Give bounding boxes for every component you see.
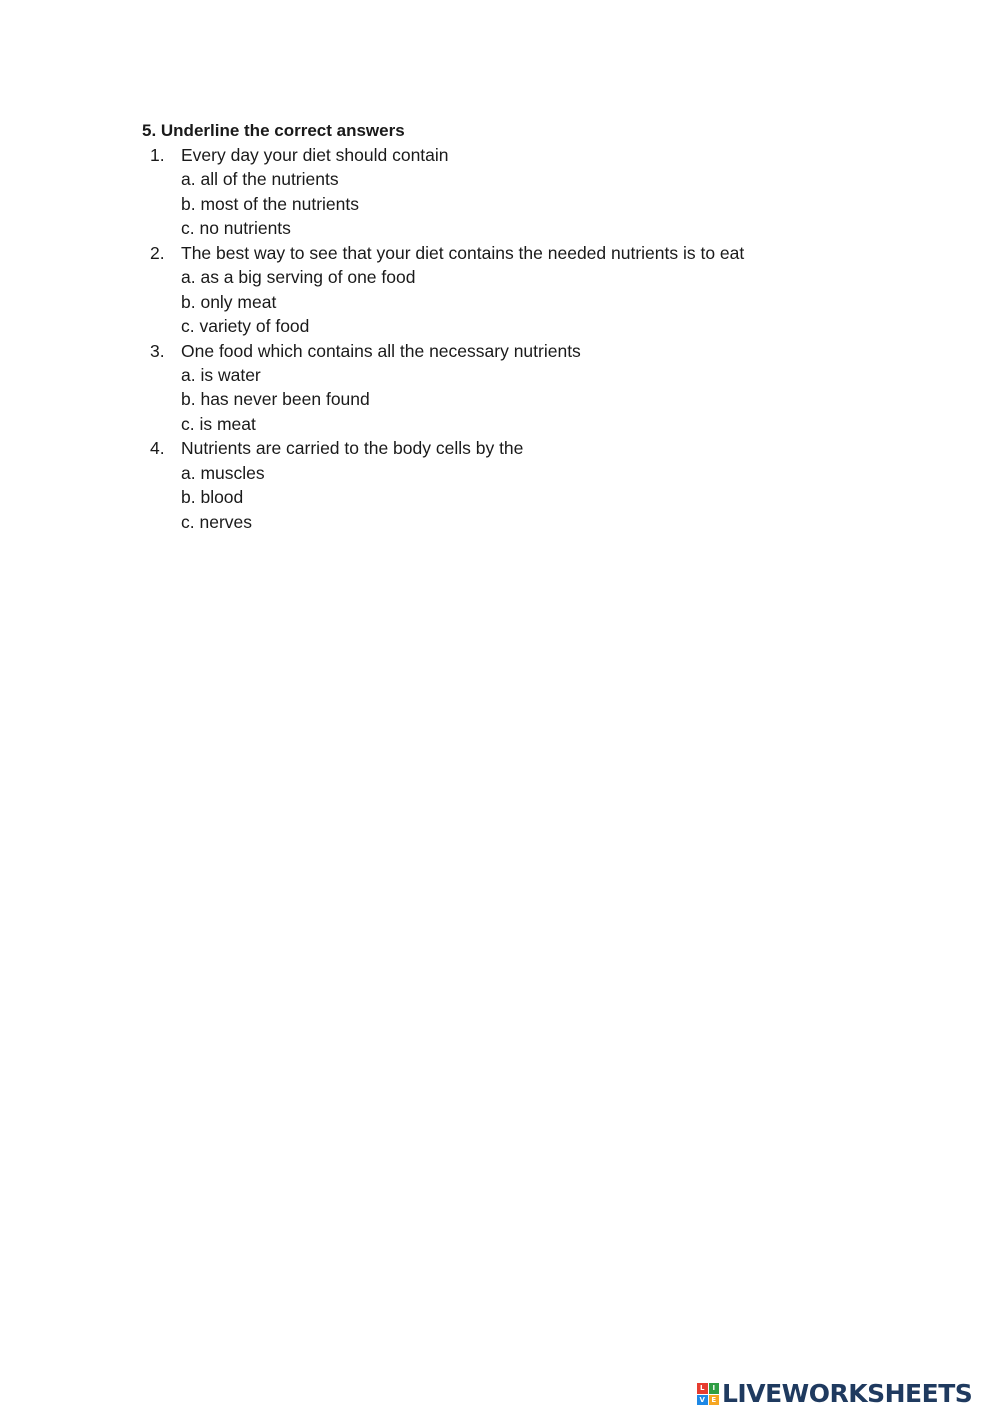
logo-tile: L <box>697 1383 708 1394</box>
option-row <box>0 487 1000 511</box>
question-list <box>0 145 1000 536</box>
answer-option[interactable]: b. has never been found <box>181 389 370 410</box>
answer-option[interactable]: a. all of the nutrients <box>181 169 339 190</box>
answer-option[interactable]: a. is water <box>181 364 261 385</box>
answer-option[interactable]: a. as a big serving of one food <box>181 267 416 288</box>
answer-option[interactable]: c. nerves <box>181 511 252 532</box>
option-row <box>0 316 1000 340</box>
question-text: The best way to see that your diet contains the needed nutrients is to eat <box>181 242 745 263</box>
logo-tile: E <box>709 1395 720 1406</box>
option-row <box>0 463 1000 487</box>
question-2 <box>0 243 1000 267</box>
logo-tile: V <box>697 1395 708 1406</box>
question-number: 3. <box>150 340 165 361</box>
option-row <box>0 512 1000 536</box>
answer-option[interactable]: a. muscles <box>181 462 265 483</box>
option-row <box>0 169 1000 193</box>
question-text: Nutrients are carried to the body cells by the <box>181 438 524 459</box>
answer-option[interactable]: c. variety of food <box>181 316 310 337</box>
option-row <box>0 267 1000 291</box>
answer-option[interactable]: c. is meat <box>181 413 256 434</box>
logo-tile: I <box>709 1383 720 1394</box>
answer-option[interactable]: b. only meat <box>181 291 277 312</box>
option-row <box>0 292 1000 316</box>
option-row <box>0 365 1000 389</box>
question-number: 1. <box>150 145 165 165</box>
question-text: Every day your diet should contain <box>181 145 449 165</box>
question-number: 2. <box>150 242 165 263</box>
option-row <box>0 414 1000 438</box>
question-1 <box>0 145 1000 169</box>
brand-logo-icon <box>697 1383 719 1405</box>
brand-name: LIVEWORKSHEETS <box>722 1379 973 1408</box>
liveworksheets-logo <box>697 1378 972 1410</box>
answer-option[interactable]: b. most of the nutrients <box>181 193 360 214</box>
option-row <box>0 194 1000 218</box>
answer-option[interactable]: b. blood <box>181 487 244 508</box>
option-row <box>0 218 1000 242</box>
question-4 <box>0 438 1000 462</box>
question-number: 4. <box>150 438 165 459</box>
option-row <box>0 389 1000 413</box>
question-text: One food which contains all the necessary nutrients <box>181 340 581 361</box>
exercise-heading: 5. Underline the correct answers <box>142 121 405 140</box>
question-3 <box>0 341 1000 365</box>
answer-option[interactable]: c. no nutrients <box>181 218 291 239</box>
